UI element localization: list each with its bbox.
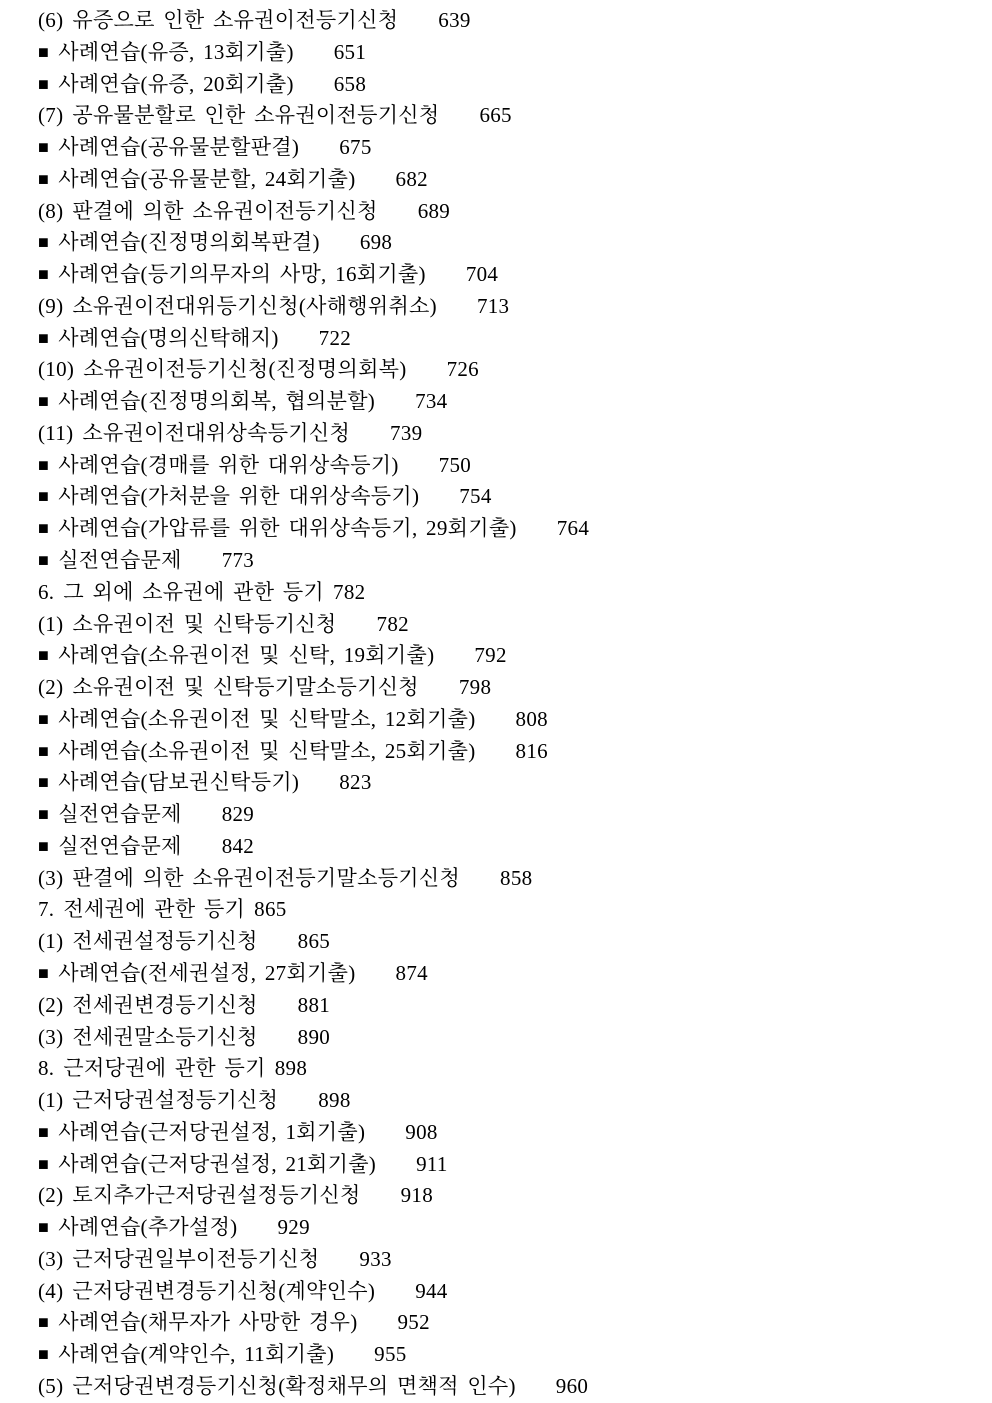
- entry-label: 사례연습(추가설정): [58, 1215, 238, 1240]
- toc-entry-row: [38, 259, 972, 291]
- entry-label: 소유권이전 및 신탁등기신청: [72, 611, 337, 636]
- entry-page-number: 773: [221, 548, 255, 573]
- entry-label: 사례연습(가처분을 위한 대위상속등기): [58, 484, 420, 509]
- entry-label: 사례연습(등기의무자의 사망, 16회기출): [58, 262, 426, 287]
- toc-entry-row: [38, 767, 972, 799]
- entry-page-number: 665: [479, 103, 512, 128]
- toc-entry-row: [38, 323, 972, 355]
- entry-marker: ■: [38, 41, 50, 62]
- entry-page-number: 689: [417, 198, 451, 223]
- toc-list: [38, 5, 972, 1403]
- toc-entry-row: [38, 1085, 972, 1117]
- entry-label: 소유권이전대위상속등기신청: [82, 420, 351, 445]
- entry-label: 전세권말소등기신청: [72, 1024, 258, 1049]
- entry-marker: ■: [38, 232, 50, 253]
- entry-page-number: 798: [458, 675, 492, 700]
- entry-page-number: 898: [274, 1056, 308, 1081]
- toc-entry-row: [38, 164, 972, 196]
- toc-entry-row: [38, 958, 972, 990]
- entry-marker: ■: [38, 1344, 50, 1365]
- entry-marker: ■: [38, 137, 50, 158]
- entry-marker: (3): [38, 1024, 64, 1049]
- entry-page-number: 726: [446, 357, 479, 382]
- entry-marker: (11): [38, 420, 74, 445]
- entry-marker: (3): [38, 1246, 64, 1271]
- entry-marker: ■: [38, 1153, 50, 1174]
- entry-label: 사례연습(진정명의회복, 협의분할): [58, 389, 376, 414]
- toc-entry-row: [38, 545, 972, 577]
- entry-label: 실전연습문제: [58, 802, 182, 827]
- toc-entry-row: [38, 1276, 972, 1308]
- entry-marker: ■: [38, 168, 50, 189]
- entry-label: 사례연습(유증, 20회기출): [58, 71, 294, 96]
- entry-page-number: 944: [415, 1278, 448, 1303]
- entry-label: 전세권변경등기신청: [72, 992, 258, 1017]
- entry-marker: ■: [38, 486, 50, 507]
- entry-page-number: 874: [395, 960, 428, 985]
- entry-page-number: 823: [339, 770, 372, 795]
- toc-entry-row: [38, 704, 972, 736]
- entry-label: 근저당권일부이전등기신청: [72, 1246, 320, 1271]
- entry-marker: (5): [38, 1373, 64, 1398]
- entry-marker: (4): [38, 1278, 64, 1303]
- entry-label: 사례연습(공유물분할판결): [58, 135, 300, 160]
- entry-page-number: 918: [400, 1183, 433, 1208]
- entry-label: 사례연습(가압류를 위한 대위상속등기, 29회기출): [58, 516, 517, 541]
- entry-page-number: 792: [474, 643, 507, 668]
- entry-marker: (7): [38, 103, 64, 128]
- entry-label: 근저당권설정등기신청: [72, 1088, 279, 1113]
- entry-page-number: 842: [221, 833, 255, 858]
- entry-marker: (1): [38, 929, 64, 954]
- entry-page-number: 782: [333, 579, 366, 604]
- entry-label: 근저당권변경등기신청(확정채무의 면책적 인수): [72, 1373, 516, 1398]
- toc-entry-row: [38, 1180, 972, 1212]
- toc-entry-row: [38, 1212, 972, 1244]
- entry-page-number: 704: [465, 262, 499, 287]
- entry-page-number: 929: [277, 1215, 310, 1240]
- toc-entry-row: [38, 1307, 972, 1339]
- entry-label: 사례연습(근저당권설정, 21회기출): [58, 1151, 377, 1176]
- entry-marker: 7.: [38, 897, 55, 922]
- toc-entry-row: [38, 1022, 972, 1054]
- toc-entry-row: [38, 227, 972, 259]
- entry-marker: ■: [38, 740, 50, 761]
- entry-page-number: 750: [438, 452, 472, 477]
- toc-entry-row: [38, 386, 972, 418]
- entry-label: 사례연습(진정명의회복판결): [58, 230, 320, 255]
- entry-marker: (6): [38, 8, 64, 32]
- entry-page-number: 865: [254, 897, 287, 922]
- entry-label: 사례연습(명의신탁해지): [58, 325, 279, 350]
- entry-marker: 6.: [38, 579, 55, 604]
- toc-entry-row: [38, 513, 972, 545]
- toc-entry-row: [38, 799, 972, 831]
- entry-page-number: 639: [438, 8, 471, 32]
- entry-marker: (2): [38, 992, 64, 1017]
- toc-entry-row: [38, 1053, 972, 1085]
- entry-page-number: 829: [221, 802, 255, 827]
- entry-page-number: 782: [376, 611, 409, 636]
- entry-marker: ■: [38, 835, 50, 856]
- entry-label: 전세권에 관한 등기: [63, 897, 246, 922]
- entry-label: 전세권설정등기신청: [72, 929, 258, 954]
- toc-entry-row: [38, 1339, 972, 1371]
- entry-marker: 8.: [38, 1056, 55, 1081]
- entry-label: 사례연습(계약인수, 11회기출): [58, 1342, 335, 1367]
- entry-page-number: 865: [297, 929, 331, 954]
- entry-marker: ■: [38, 550, 50, 571]
- entry-marker: ■: [38, 804, 50, 825]
- entry-label: 사례연습(유증, 13회기출): [58, 39, 294, 64]
- entry-page-number: 881: [297, 992, 331, 1017]
- entry-marker: (1): [38, 611, 64, 636]
- entry-label: 사례연습(소유권이전 및 신탁말소, 25회기출): [58, 738, 476, 763]
- toc-entry-row: [38, 894, 972, 926]
- entry-marker: ■: [38, 73, 50, 94]
- entry-marker: (2): [38, 1183, 64, 1208]
- entry-label: 실전연습문제: [58, 548, 182, 573]
- entry-label: 사례연습(근저당권설정, 1회기출): [58, 1119, 366, 1144]
- entry-label: 공유물분할로 인한 소유권이전등기신청: [72, 103, 440, 128]
- toc-entry-row: [38, 5, 972, 37]
- entry-page-number: 890: [297, 1024, 331, 1049]
- toc-entry-row: [38, 196, 972, 228]
- entry-page-number: 682: [395, 166, 428, 191]
- entry-marker: ■: [38, 645, 50, 666]
- toc-entry-row: [38, 418, 972, 450]
- entry-label: 사례연습(채무자가 사망한 경우): [58, 1310, 358, 1335]
- entry-page-number: 651: [333, 39, 367, 64]
- entry-page-number: 858: [500, 865, 533, 890]
- entry-page-number: 658: [333, 71, 367, 96]
- entry-page-number: 816: [515, 738, 548, 763]
- entry-marker: (1): [38, 1088, 64, 1113]
- entry-page-number: 952: [397, 1310, 430, 1335]
- entry-marker: (9): [38, 293, 64, 318]
- entry-label: 판결에 의한 소유권이전등기신청: [72, 198, 378, 223]
- entry-marker: (3): [38, 865, 64, 890]
- entry-label: 소유권이전대위등기신청(사해행위취소): [72, 293, 437, 318]
- entry-marker: ■: [38, 264, 50, 285]
- toc-entry-row: [38, 291, 972, 323]
- entry-marker: (8): [38, 198, 64, 223]
- entry-page-number: 911: [416, 1151, 448, 1176]
- entry-page-number: 698: [359, 230, 393, 255]
- entry-page-number: 764: [556, 516, 590, 541]
- entry-marker: ■: [38, 327, 50, 348]
- entry-label: 소유권이전등기신청(진정명의회복): [83, 357, 407, 382]
- entry-label: 실전연습문제: [58, 833, 182, 858]
- entry-page-number: 722: [318, 325, 352, 350]
- entry-marker: ■: [38, 962, 50, 983]
- toc-entry-row: [38, 609, 972, 641]
- toc-entry-row: [38, 450, 972, 482]
- toc-entry-row: [38, 577, 972, 609]
- entry-page-number: 908: [405, 1119, 438, 1144]
- toc-entry-row: [38, 100, 972, 132]
- entry-marker: ■: [38, 1121, 50, 1142]
- toc-entry-row: [38, 926, 972, 958]
- entry-label: 판결에 의한 소유권이전등기말소등기신청: [72, 865, 461, 890]
- toc-entry-row: [38, 354, 972, 386]
- toc-entry-row: [38, 481, 972, 513]
- toc-entry-row: [38, 1117, 972, 1149]
- entry-label: 유증으로 인한 소유권이전등기신청: [72, 8, 399, 32]
- toc-entry-row: [38, 1149, 972, 1181]
- toc-entry-row: [38, 1371, 972, 1403]
- entry-label: 그 외에 소유권에 관한 등기: [63, 579, 325, 604]
- entry-page-number: 754: [459, 484, 492, 509]
- entry-page-number: 933: [359, 1246, 392, 1271]
- entry-marker: ■: [38, 1312, 50, 1333]
- entry-page-number: 808: [515, 706, 548, 731]
- toc-entry-row: [38, 640, 972, 672]
- entry-marker: ■: [38, 391, 50, 412]
- entry-marker: ■: [38, 708, 50, 729]
- entry-marker: (2): [38, 675, 64, 700]
- toc-entry-row: [38, 132, 972, 164]
- toc-entry-row: [38, 672, 972, 704]
- entry-label: 사례연습(공유물분할, 24회기출): [58, 166, 356, 191]
- toc-entry-row: [38, 69, 972, 101]
- entry-page-number: 898: [318, 1088, 351, 1113]
- entry-label: 사례연습(담보권신탁등기): [58, 770, 300, 795]
- entry-page-number: 734: [415, 389, 448, 414]
- entry-label: 토지추가근저당권설정등기신청: [72, 1183, 361, 1208]
- entry-label: 사례연습(전세권설정, 27회기출): [58, 960, 356, 985]
- entry-label: 사례연습(경매를 위한 대위상속등기): [58, 452, 399, 477]
- entry-marker: (10): [38, 357, 75, 382]
- entry-label: 소유권이전 및 신탁등기말소등기신청: [72, 675, 419, 700]
- entry-label: 사례연습(소유권이전 및 신탁말소, 12회기출): [58, 706, 476, 731]
- entry-label: 사례연습(소유권이전 및 신탁, 19회기출): [58, 643, 435, 668]
- entry-marker: ■: [38, 772, 50, 793]
- toc-entry-row: [38, 37, 972, 69]
- entry-marker: ■: [38, 1217, 50, 1238]
- entry-page-number: 675: [339, 135, 372, 160]
- entry-page-number: 713: [476, 293, 510, 318]
- entry-marker: ■: [38, 518, 50, 539]
- toc-entry-row: [38, 736, 972, 768]
- toc-entry-row: [38, 831, 972, 863]
- toc-entry-row: [38, 863, 972, 895]
- entry-page-number: 739: [390, 420, 423, 445]
- toc-entry-row: [38, 1244, 972, 1276]
- entry-page-number: 955: [374, 1342, 407, 1367]
- entry-page-number: 960: [555, 1373, 589, 1398]
- entry-marker: ■: [38, 454, 50, 475]
- entry-label: 근저당권에 관한 등기: [63, 1056, 266, 1081]
- toc-entry-row: [38, 990, 972, 1022]
- entry-label: 근저당권변경등기신청(계약인수): [72, 1278, 376, 1303]
